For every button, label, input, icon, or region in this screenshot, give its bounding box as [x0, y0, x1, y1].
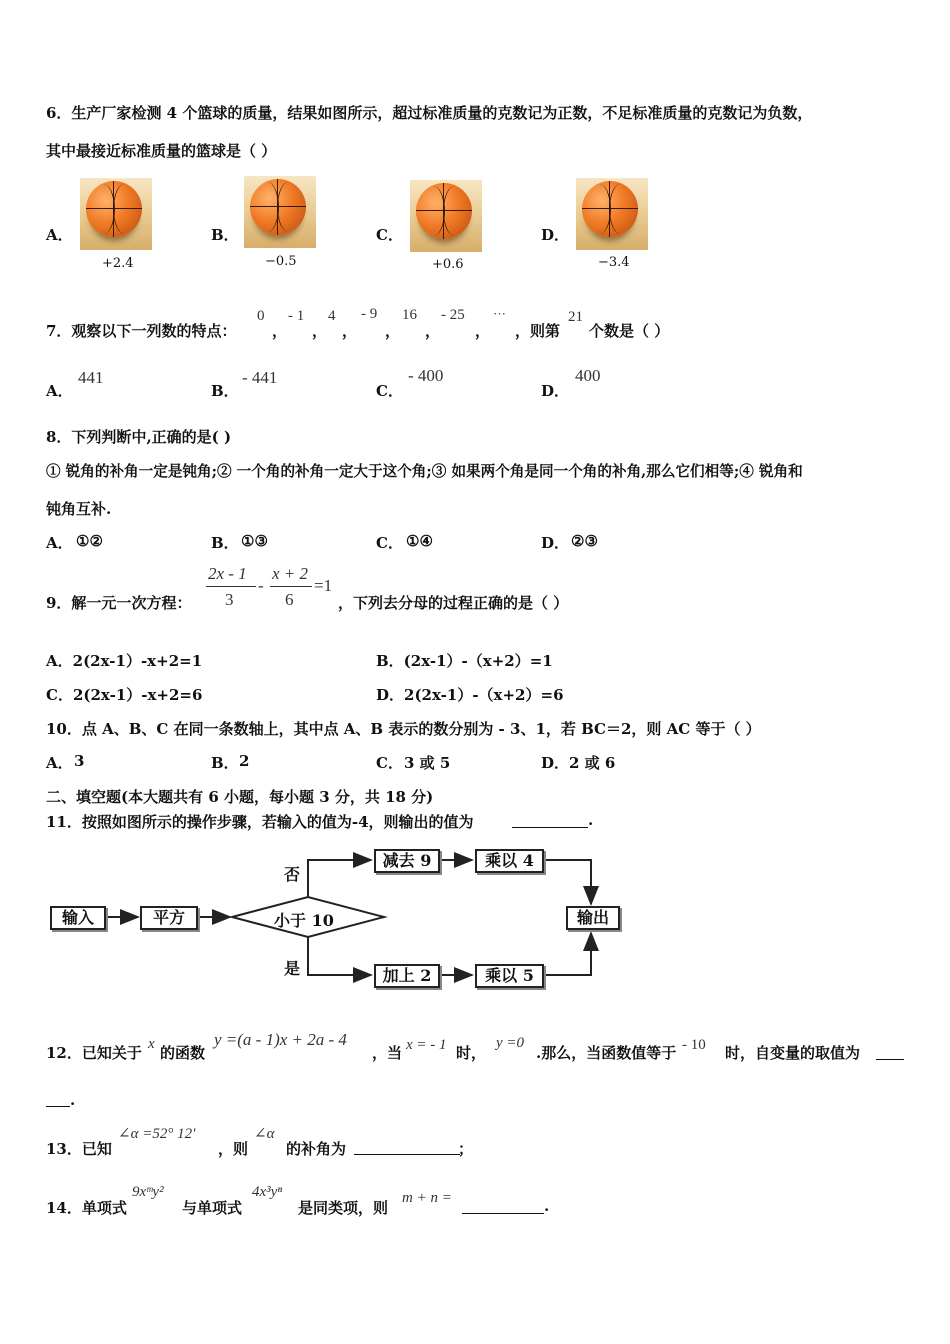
q7-option-c-value: - 400 [408, 366, 444, 385]
q13-alpha: ∠α [254, 1126, 275, 1142]
q10-option-b-value: 2 [239, 752, 250, 770]
q9-fraction1-denominator: 3 [225, 590, 234, 609]
q10-option-a-label: A． [46, 754, 73, 772]
q7-option-a-label: A． [46, 382, 73, 400]
q7-option-c-label: C． [376, 382, 403, 400]
q8-option-d-value: ②③ [571, 532, 598, 550]
q7-seq-1: - 1 [288, 308, 305, 324]
q7-seq-4: 16 [402, 307, 417, 323]
flow-times5-box: 乘以 5 [475, 964, 544, 988]
q13-part3: 的补角为 [286, 1140, 347, 1158]
q7-comma-3: ， [385, 322, 401, 340]
q9-option-d: D．2(2x-1）-（x+2）=6 [376, 686, 564, 704]
q6-option-c-label: C． [376, 226, 403, 244]
q9-equals: =1 [314, 576, 333, 595]
flow-decision: 小于 10 [274, 911, 334, 930]
q7-option-d-value: 400 [575, 366, 601, 385]
flow-times4-box: 乘以 4 [475, 849, 544, 873]
q12-value: - 10 [682, 1037, 706, 1053]
basketball-image-d [576, 178, 648, 250]
q14-end: . [544, 1197, 550, 1215]
q9-suffix: ，下列去分母的过程正确的是（ ） [338, 594, 569, 612]
q8-line1: ① 锐角的补角一定是钝角;② 一个角的补角一定大于这个角;③ 如果两个角是同一个角的补角,那么它们相等;④ 锐角和 [46, 463, 803, 480]
q10-option-b-label: B． [211, 754, 239, 772]
q8-option-b-label: B． [211, 534, 239, 552]
q10-option-d-value: 2 或 6 [569, 754, 616, 772]
q14-part1: 14．单项式 [46, 1199, 127, 1217]
q7-seq-5: - 25 [441, 307, 465, 323]
q11-end: . [588, 811, 594, 829]
q12-end: . [70, 1091, 76, 1109]
q14-monomial1: 9xᵐy² [132, 1184, 164, 1200]
q7-comma-0: ， [272, 322, 288, 340]
flow-no-label: 否 [284, 865, 301, 884]
q12-part2: 的函数 [160, 1044, 206, 1062]
q14-monomial2: 4x³yⁿ [252, 1184, 283, 1200]
flow-input-box: 输入 [50, 906, 106, 930]
q6-option-d-label: D． [541, 226, 570, 244]
q6-line1: 6．生产厂家检测 4 个篮球的质量，结果如图所示，超过标准质量的克数记为正数，不足标准质量的克数记为负数， [46, 104, 813, 122]
q12-part3: ，当 [372, 1044, 403, 1062]
q14-part3: 是同类项，则 [298, 1199, 389, 1217]
q9-fraction2-denominator: 6 [285, 590, 294, 609]
q7-seq-2: 4 [328, 308, 336, 324]
q10-text: 10．点 A、B、C 在同一条数轴上，其中点 A、B 表示的数分别为 - 3、1，若 BC＝2，则 AC 等于（ ） [46, 720, 761, 738]
q8-title: 8．下列判断中,正确的是( ) [46, 428, 232, 446]
q6-option-c-value: +0.6 [432, 257, 464, 272]
q12-function: y =(a - 1)x + 2a - 4 [214, 1030, 347, 1049]
q9-option-a: A．2(2x-1）-x+2=1 [46, 652, 203, 670]
q13-angle: ∠α =52° 12' [118, 1126, 196, 1142]
q10-option-d-label: D． [541, 754, 570, 772]
q8-option-c-label: C． [376, 534, 403, 552]
flow-square-box: 平方 [140, 906, 198, 930]
basketball-image-c [410, 180, 482, 252]
q13-part1: 13．已知 [46, 1140, 112, 1158]
q6-option-b-label: B． [211, 226, 239, 244]
q11-answer-blank[interactable] [512, 827, 588, 828]
q10-option-c-value: 3 或 5 [404, 754, 451, 772]
q12-part5: .那么，当函数值等于 [536, 1044, 677, 1062]
q6-option-d-value: −3.4 [598, 255, 630, 270]
q7-mid: ，则第 [515, 322, 561, 340]
basketball-image-a [80, 178, 152, 250]
q10-option-a-value: 3 [74, 752, 85, 770]
flow-output-box: 输出 [566, 906, 620, 930]
q7-suffix: 个数是（ ） [589, 322, 670, 340]
q7-seq-0: 0 [257, 308, 265, 324]
q8-line2: 钝角互补. [46, 500, 112, 518]
q6-line2: 其中最接近标准质量的篮球是（ ） [46, 142, 277, 160]
q14-expression: m + n = [402, 1190, 452, 1206]
q13-part2: ，则 [218, 1140, 249, 1158]
q6-option-a-label: A． [46, 226, 73, 244]
flow-minus9-box: 减去 9 [374, 849, 440, 873]
section-heading: 二、填空题(本大题共有 6 小题，每小题 3 分，共 18 分) [46, 788, 434, 806]
q11-text: 11．按照如图所示的操作步骤，若输入的值为-4，则输出的值为 [46, 813, 474, 831]
q13-answer-blank[interactable] [354, 1154, 460, 1155]
q7-option-d-label: D． [541, 382, 570, 400]
q6-option-a-value: +2.4 [102, 256, 134, 271]
q9-option-c: C．2(2x-1）-x+2=6 [46, 686, 203, 704]
q13-end: ； [458, 1140, 474, 1158]
q9-fraction1-bar [206, 586, 256, 587]
q9-option-b: B．(2x-1）-（x+2）=1 [376, 652, 553, 670]
q7-option-b-label: B． [211, 382, 239, 400]
q14-answer-blank[interactable] [462, 1213, 544, 1214]
q10-option-c-label: C． [376, 754, 403, 772]
q7-seq-3: - 9 [361, 306, 378, 322]
q7-prefix: 7．观察以下一列数的特点： [46, 322, 237, 340]
q12-var-x: x [148, 1036, 155, 1052]
basketball-image-b [244, 176, 316, 248]
flow-plus2-box: 加上 2 [374, 964, 440, 988]
q9-prefix: 9．解一元一次方程： [46, 594, 192, 612]
q8-option-d-label: D． [541, 534, 570, 552]
q8-option-b-value: ①③ [241, 532, 268, 550]
q8-option-a-value: ①② [76, 532, 103, 550]
q8-option-a-label: A． [46, 534, 73, 552]
q7-comma-4: ， [425, 322, 441, 340]
q14-part2: 与单项式 [182, 1199, 243, 1217]
q7-comma-1: ， [312, 322, 328, 340]
q9-minus: - [258, 576, 264, 595]
q12-cond-y: y =0 [496, 1035, 525, 1051]
q8-option-c-value: ①④ [406, 532, 433, 550]
q12-answer-blank-line2[interactable] [46, 1106, 70, 1107]
q12-part4: 时， [456, 1044, 487, 1062]
q7-comma-5: ， [475, 322, 491, 340]
q9-fraction2-bar [270, 586, 312, 587]
flow-yes-label: 是 [284, 959, 301, 978]
q7-seq-6: ··· [493, 306, 506, 321]
q7-comma-2: ， [342, 322, 358, 340]
q12-answer-blank-line1[interactable] [876, 1059, 904, 1060]
q7-option-b-value: - 441 [242, 368, 278, 387]
q7-option-a-value: 441 [78, 368, 104, 387]
q6-option-b-value: −0.5 [265, 254, 297, 269]
q9-fraction1-numerator: 2x - 1 [208, 564, 247, 583]
q12-part6: 时，自变量的取值为 [725, 1044, 861, 1062]
q12-cond-x: x = - 1 [406, 1037, 447, 1053]
q12-part1: 12．已知关于 [46, 1044, 142, 1062]
q9-fraction2-numerator: x + 2 [272, 564, 309, 583]
q7-n: 21 [568, 309, 583, 325]
